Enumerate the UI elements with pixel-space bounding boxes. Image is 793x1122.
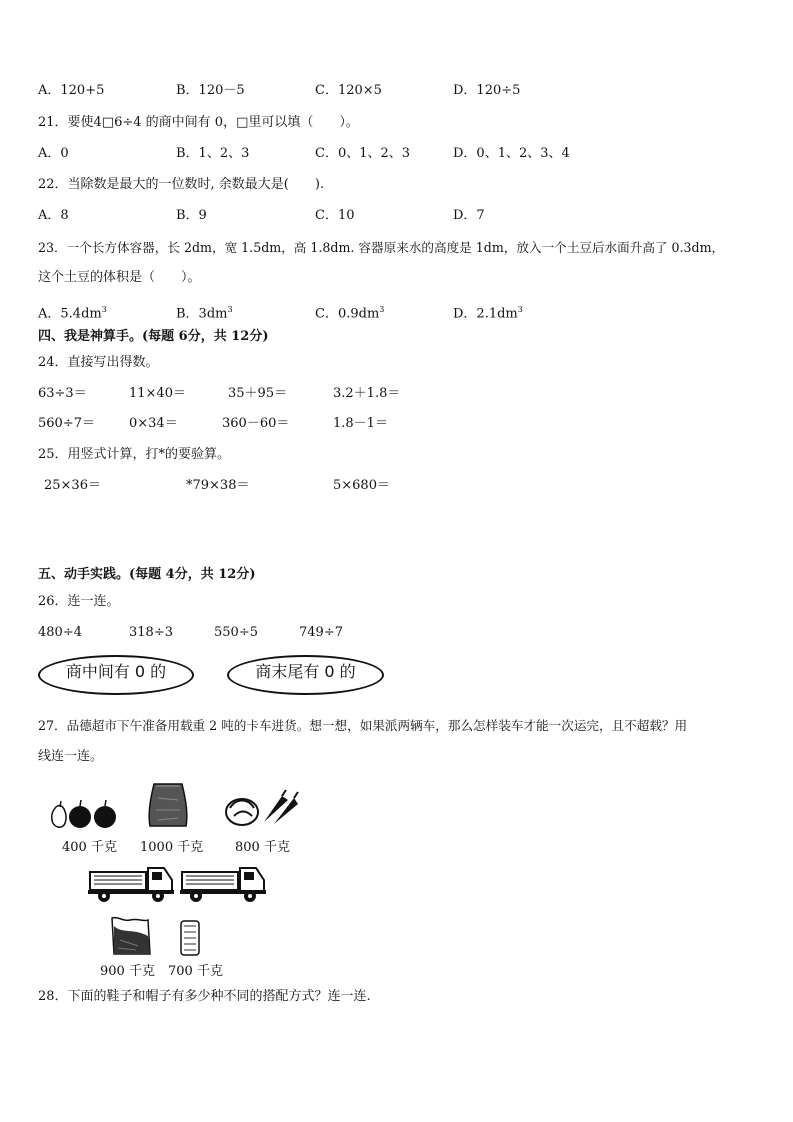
q25-stem: 25．用竖式计算，打*的要验算。: [38, 447, 231, 462]
q24-row2-item2: 0×34＝: [129, 416, 178, 431]
section5-title: 五、动手实践。(每题 4分，共 12分): [38, 567, 256, 582]
rice-sack-icon: [146, 780, 190, 830]
q21-option-a: A．0: [38, 146, 69, 161]
q24-row1-item1: 63÷3＝: [38, 386, 87, 401]
q20-option-c: C．120×5: [315, 83, 382, 98]
q26-item2: 318÷3: [129, 625, 173, 640]
q23-option-b: B．$3dm^3$: [176, 305, 233, 322]
q23-option-c: C．$0.9dm^3$: [315, 305, 385, 322]
q27-stem-line1: 27．品德超市下午准备用载重 2 吨的卡车进货。想一想，如果派两辆车，那么怎样装车才能一次运完，且不超载？用: [38, 718, 688, 733]
weight-label-rice: 1000 千克: [140, 840, 204, 855]
q21-stem: 21．要使4□6÷4 的商中间有 0，□里可以填（ ）。: [38, 115, 359, 130]
q24-row1-item2: 11×40＝: [129, 386, 186, 401]
q24-row2-item1: 560÷7＝: [38, 416, 95, 431]
oval-middle-zero-label: 商中间有 0 的: [65, 662, 167, 681]
q22-option-b: B．9: [176, 208, 207, 223]
q20-option-b: B．120－5: [176, 83, 245, 98]
q24-row2-item4: 1.8－1＝: [333, 416, 388, 431]
q23-stem-line1: 23．一个长方体容器，长 2dm，宽 1.5dm，高 1.8dm. 容器原来水的高度是 1dm，放入一个土豆后水面升高了 0.3dm，: [38, 240, 725, 255]
weight-label-fruit: 400 千克: [62, 840, 117, 855]
flour-sack-icon: [108, 914, 154, 958]
q25-item2: *79×38＝: [186, 478, 250, 493]
vegetables-icon: [222, 788, 300, 828]
q26-item3: 550÷5: [214, 625, 258, 640]
q23-option-d: D．$2.1dm^3$: [453, 305, 523, 322]
q23-stem-line2: 这个土豆的体积是（ ）。: [38, 270, 201, 285]
q22-option-d: D．7: [453, 208, 485, 223]
q28-stem: 28．下面的鞋子和帽子有多少种不同的搭配方式？连一连.: [38, 989, 371, 1004]
q23-option-a: A．$5.4dm^3$: [38, 305, 107, 322]
q22-option-c: C．10: [315, 208, 355, 223]
weight-label-vegetables: 800 千克: [235, 840, 290, 855]
q22-option-a: A．8: [38, 208, 69, 223]
q25-item1: 25×36＝: [44, 478, 101, 493]
q26-stem: 26．连一连。: [38, 594, 120, 609]
q21-option-b: B．1、2、3: [176, 146, 250, 161]
q26-item1: 480÷4: [38, 625, 82, 640]
weight-label-oil: 700 千克: [168, 964, 223, 979]
q21-option-c: C．0、1、2、3: [315, 146, 411, 161]
q26-item4: 749÷7: [299, 625, 343, 640]
q24-stem: 24．直接写出得数。: [38, 355, 159, 370]
truck-icon-right: [180, 862, 266, 904]
q27-stem-line2: 线连一连。: [38, 749, 104, 764]
q24-row1-item3: 35＋95＝: [228, 386, 288, 401]
oval-end-zero-label: 商末尾有 0 的: [255, 662, 356, 681]
section4-title: 四、我是神算手。(每题 6分，共 12分): [38, 329, 269, 344]
q22-stem: 22．当除数是最大的一位数时, 余数最大是( ).: [38, 177, 325, 192]
oval-middle-zero: [38, 655, 194, 695]
oil-can-icon: [178, 918, 202, 958]
fruit-icon: [48, 795, 120, 831]
q20-option-a: A．120+5: [38, 83, 105, 98]
weight-label-flour: 900 千克: [100, 964, 155, 979]
q20-option-d: D．120÷5: [453, 83, 521, 98]
oval-end-zero: [227, 655, 384, 695]
q21-option-d: D．0、1、2、3、4: [453, 146, 570, 161]
q24-row1-item4: 3.2＋1.8＝: [333, 386, 401, 401]
q24-row2-item3: 360－60＝: [222, 416, 290, 431]
q25-item3: 5×680＝: [333, 478, 390, 493]
truck-icon-left: [88, 862, 174, 904]
